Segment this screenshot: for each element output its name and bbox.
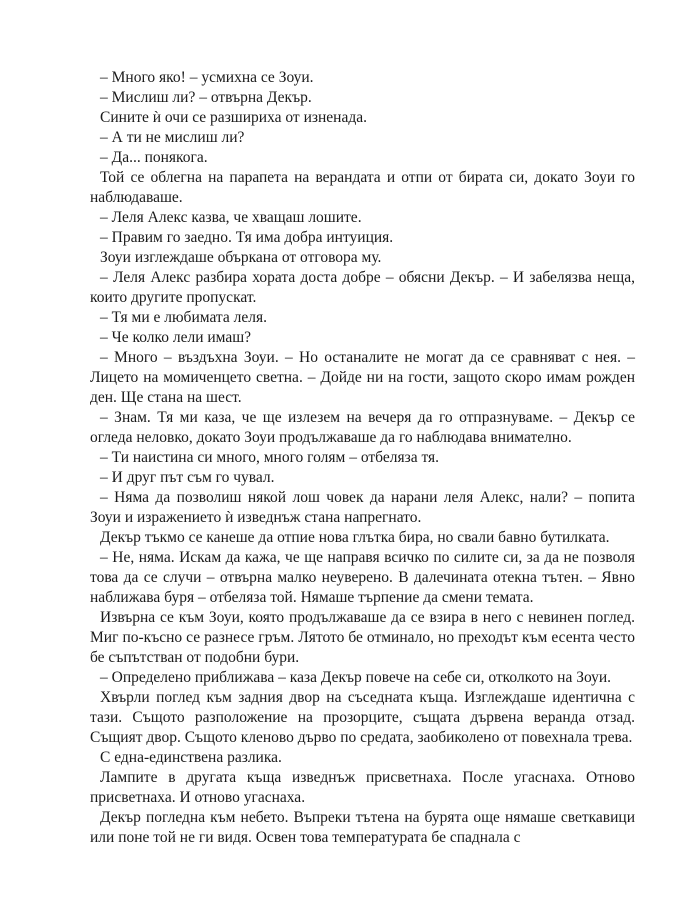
paragraph-7: – Леля Алекс казва, че хващаш лошите.	[100, 209, 362, 226]
paragraph-15: – Ти наистина си много, много голям – отбеляза тя.	[100, 449, 440, 466]
paragraph-13: – Много – въздъхна Зоуи. – Но останалите не могат да се сравняват с нея. – Лицето на момиченцето светна. – Дойде ни на гости, защото скоро имам рожден ден. Ще стана на шест.	[90, 349, 635, 406]
paragraph-22: Хвърли поглед към задния двор на съседната къща. Изглеждаше идентична с тази. Същото разположение на прозорците, същата дървена веранда отзад. Същият двор. Същото кленово дърво по средата, заобиколено от повехнала трева.	[90, 689, 635, 746]
paragraph-19: – Не, няма. Искам да кажа, че ще направя всичко по силите си, за да не позволя това да се случи – отвърна малко неуверено. В далечината отекна тътен. – Явно наближава буря – отбеляза той. Нямаше търпение да смени темата.	[90, 549, 635, 606]
paragraph-6: Той се облегна на парапета на верандата и отпи от бирата си, докато Зоуи го наблюдаваше.	[90, 169, 635, 206]
book-page	[90, 68, 635, 848]
paragraph-18: Декър тъкмо се канеше да отпие нова глътка бира, но свали бавно бутилката.	[100, 529, 610, 546]
paragraph-25: Декър погледна към небето. Въпреки тътена на бурята още нямаше светкавици или поне той не ги видя. Освен това температурата бе спаднала с	[90, 809, 635, 846]
paragraph-9: Зоуи изглеждаше объркана от отговора му.	[100, 249, 382, 266]
paragraph-10: – Леля Алекс разбира хората доста добре – обясни Декър. – И забелязва неща, които другите пропускат.	[90, 269, 635, 306]
paragraph-4: – А ти не мислиш ли?	[100, 129, 245, 146]
paragraph-12: – Че колко лели имаш?	[100, 329, 252, 346]
paragraph-17: – Няма да позволиш някой лош човек да нарани леля Алекс, нали? – попита Зоуи и изражението ѝ изведнъж стана напрегнато.	[90, 489, 635, 526]
paragraph-5: – Да... понякога.	[100, 149, 208, 166]
paragraph-3: Сините ѝ очи се разшириха от изненада.	[100, 109, 367, 126]
paragraph-23: С една-единствена разлика.	[100, 749, 282, 766]
paragraph-8: – Правим го заедно. Тя има добра интуиция.	[100, 229, 394, 246]
paragraph-20: Извърна се към Зоуи, която продължаваше да се взира в него с невинен поглед. Миг по-късно се разнесе гръм. Лятото бе отминало, но преходът към есента често бе съпътстван от подобни бури.	[90, 609, 635, 666]
paragraph-24: Лампите в другата къща изведнъж присветнаха. После угаснаха. Отново присветнаха. И отново угаснаха.	[90, 769, 635, 806]
paragraph-14: – Знам. Тя ми каза, че ще излезем на вечеря да го отпразнуваме. – Декър се огледа неловко, докато Зоуи продължаваше да го наблюдава внимателно.	[90, 409, 635, 446]
paragraph-16: – И друг път съм го чувал.	[100, 469, 275, 486]
paragraph-21: – Определено приближава – каза Декър повече на себе си, отколкото на Зоуи.	[100, 669, 612, 686]
paragraph-11: – Тя ми е любимата леля.	[100, 309, 267, 326]
paragraph-1: – Много яко! – усмихна се Зоуи.	[100, 69, 314, 86]
paragraph-2: – Мислиш ли? – отвърна Декър.	[100, 89, 312, 106]
